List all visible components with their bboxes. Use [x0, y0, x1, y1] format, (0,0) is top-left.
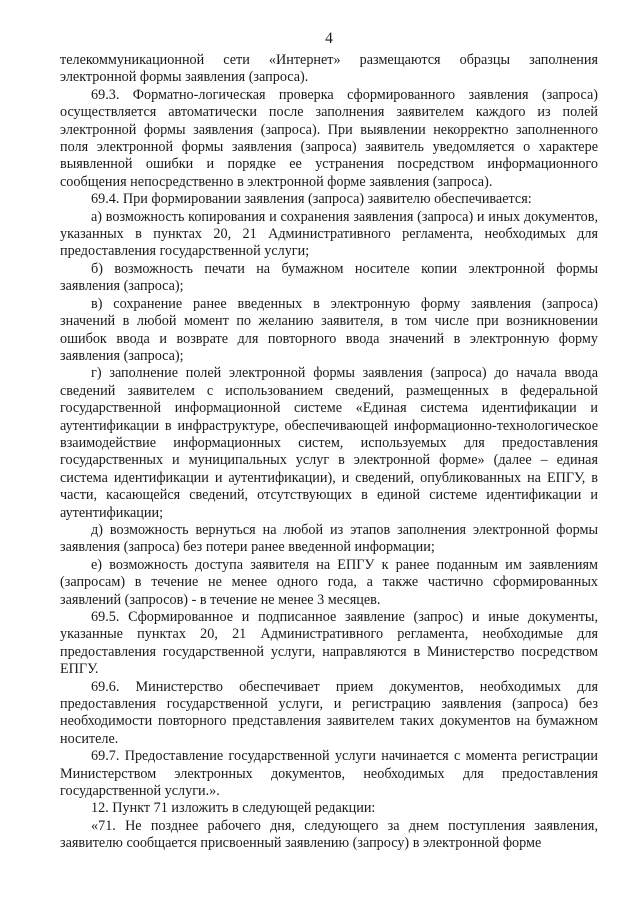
paragraph-item-e: е) возможность доступа заявителя на ЕПГУ к ранее поданным им заявлениям (запросам) в течение не менее одного года, а также частично сформированных заявлений (запросов) - в течение не менее 3 месяцев.	[60, 556, 598, 608]
paragraph-item-v: в) сохранение ранее введенных в электронную форму заявления (запроса) значений в любой момент по желанию заявителя, в том числе при возникновении ошибок ввода и возврате для повторного ввода значений в электронную форму заявления (запроса);	[60, 295, 598, 364]
paragraph-69-6: 69.6. Министерство обеспечивает прием документов, необходимых для предоставления государственной услуги, и регистрацию заявления (запроса) без необходимости повторного представления заявителем таких документов на бумажном носителе.	[60, 678, 598, 747]
paragraph-item-b: б) возможность печати на бумажном носителе копии электронной формы заявления (запроса);	[60, 260, 598, 295]
paragraph-71: «71. Не позднее рабочего дня, следующего за днем поступления заявления, заявителю сообщается присвоенный заявлению (запросу) в электронной форме	[60, 817, 598, 852]
paragraph-69-5: 69.5. Сформированное и подписанное заявление (запрос) и иные документы, указанные пунктах 20, 21 Административного регламента, необходимые для предоставления государственной услуги, направляются в Министерство посредством ЕПГУ.	[60, 609, 598, 678]
page-number: 4	[325, 30, 333, 47]
paragraph-item-a: а) возможность копирования и сохранения заявления (запроса) и иных документов, указанных в пунктах 20, 21 Административного регламента, необходимых для предоставления государственной услуги;	[60, 208, 598, 260]
body-text	[60, 52, 598, 853]
document-page	[60, 0, 598, 905]
paragraph-69-7: 69.7. Предоставление государственной услуги начинается с момента регистрации Министерством электронных документов, необходимых для предоставления государственной услуги.».	[60, 748, 598, 800]
paragraph-continuation: телекоммуникационной сети «Интернет» размещаются образцы заполнения электронной формы заявления (запроса).	[60, 52, 598, 86]
paragraph-69-3: 69.3. Форматно-логическая проверка сформированного заявления (запроса) осуществляется автоматически после заполнения заявителем каждого из полей электронной формы заявления (запроса). При выявлении некорректно заполненного поля электронной формы заявления (запроса) заявитель уведомляется о характере выявленной ошибки и порядке ее устранения посредством информационного сообщения непосредственно в электронной форме заявления (запроса).	[60, 86, 598, 190]
paragraph-item-g: г) заполнение полей электронной формы заявления (запроса) до начала ввода сведений заявителем с использованием сведений, размещенных в федеральной государственной информационной системе «Единая система идентификации и аутентификации в инфраструктуре, обеспечивающей информационно-технологическое взаимодействие информационных систем, используемых для предоставления государственных и муниципальных услуг в электронной форме» (далее – единая система идентификации и аутентификации), и сведений, опубликованных на ЕПГУ, в части, касающейся сведений, отсутствующих в единой системе идентификации и аутентификации;	[60, 365, 598, 521]
paragraph-item-d: д) возможность вернуться на любой из этапов заполнения электронной формы заявления (запроса) без потери ранее введенной информации;	[60, 521, 598, 556]
paragraph-69-4: 69.4. При формировании заявления (запроса) заявителю обеспечивается:	[91, 191, 532, 208]
paragraph-item-12: 12. Пункт 71 изложить в следующей редакции:	[91, 800, 376, 817]
